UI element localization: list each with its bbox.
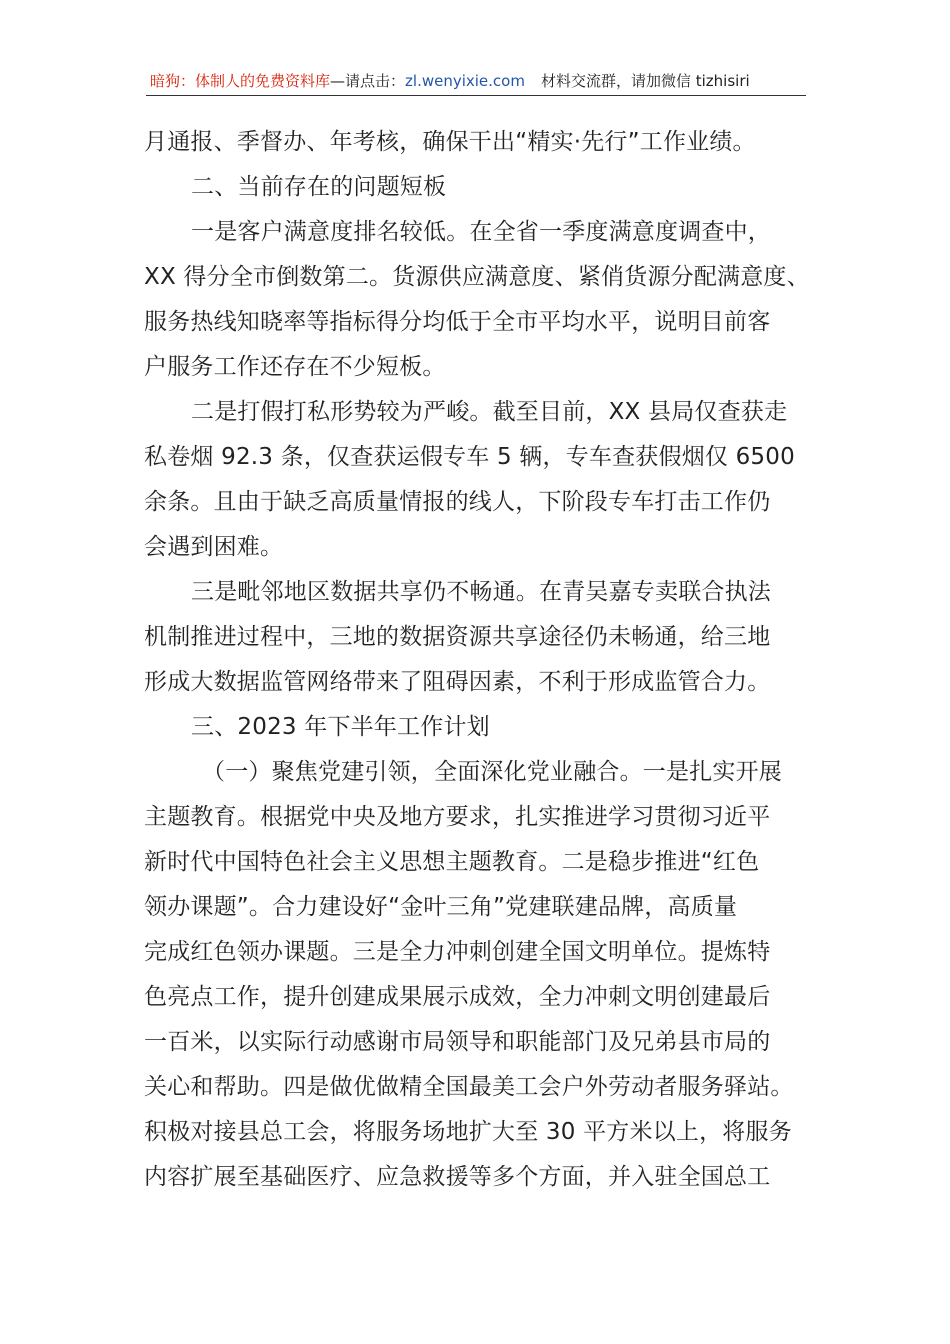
subsection-heading-line: （一）聚焦党建引领，全面深化党业融合。一是扎实开展: [202, 759, 782, 785]
body-line: 内容扩展至基础医疗、应急救援等多个方面，并入驻全国总工: [144, 1164, 771, 1190]
header-site-name: 暗狗：体制人的免费资料库: [150, 72, 331, 90]
header-divider: [146, 95, 806, 96]
body-line: 积极对接县总工会，将服务场地扩大至 30 平方米以上，将服务: [144, 1119, 792, 1145]
body-line: 关心和帮助。四是做优做精全国最美工会户外劳动者服务驿站。: [144, 1074, 794, 1100]
body-line: 新时代中国特色社会主义思想主题教育。二是稳步推进“红色: [144, 849, 760, 875]
body-line: 服务热线知晓率等指标得分均低于全市平均水平，说明目前客: [144, 309, 771, 335]
body-line: 月通报、季督办、年考核，确保干出“精实·先行”工作业绩。: [144, 129, 756, 155]
body-line: 三是毗邻地区数据共享仍不畅通。在青吴嘉专卖联合执法: [191, 579, 771, 605]
body-line: 一是客户满意度排名较低。在全省一季度满意度调查中，: [191, 219, 771, 245]
header-url-link[interactable]: zl.wenyixie.com: [405, 72, 525, 90]
body-line: 领办课题”。合力建设好“金叶三角”党建联建品牌，高质量: [144, 894, 738, 920]
body-line: 形成大数据监管网络带来了阻碍因素，不利于形成监管合力。: [144, 669, 771, 695]
body-line: 余条。且由于缺乏高质量情报的线人，下阶段专车打击工作仍: [144, 489, 771, 515]
header-group-note: 材料交流群，请加微信 tizhisiri: [540, 72, 750, 90]
body-line: 二是打假打私形势较为严峻。截至目前，XX 县局仅查获走: [191, 399, 788, 425]
body-line: 私卷烟 92.3 条，仅查获运假专车 5 辆，专车查获假烟仅 6500: [144, 444, 795, 470]
section-heading: 三、2023 年下半年工作计划: [191, 714, 490, 740]
body-line: 机制推进过程中，三地的数据资源共享途径仍未畅通，给三地: [144, 624, 771, 650]
body-line: 主题教育。根据党中央及地方要求，扎实推进学习贯彻习近平: [144, 804, 771, 830]
section-heading: 二、当前存在的问题短板: [191, 174, 447, 200]
body-line: XX 得分全市倒数第二。货源供应满意度、紧俏货源分配满意度、: [144, 264, 810, 290]
body-line: 完成红色领办课题。三是全力冲刺创建全国文明单位。提炼特: [144, 939, 771, 965]
body-line: 一百米，以实际行动感谢市局领导和职能部门及兄弟县市局的: [144, 1029, 771, 1055]
body-line: 户服务工作还存在不少短板。: [144, 354, 446, 380]
header-click-prompt: —请点击：: [330, 72, 406, 90]
body-line: 色亮点工作，提升创建成果展示成效，全力冲刺文明创建最后: [144, 984, 771, 1010]
body-line: 会遇到困难。: [144, 534, 284, 560]
document-body: [144, 120, 814, 1200]
page-header: [150, 70, 804, 94]
